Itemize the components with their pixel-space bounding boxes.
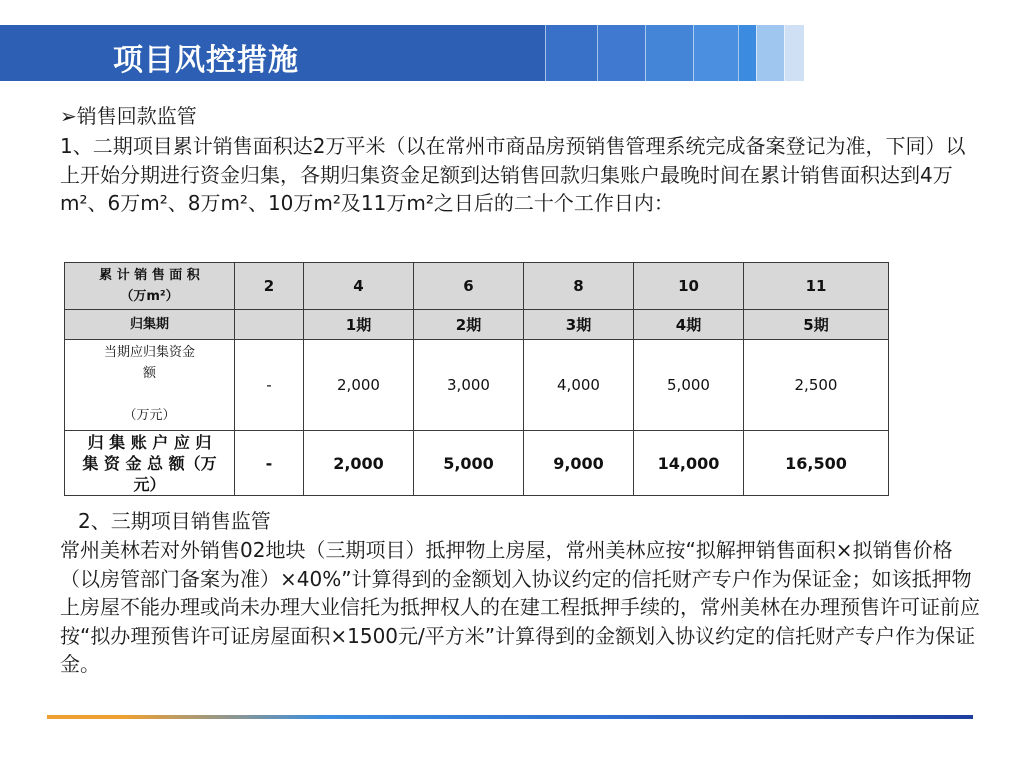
table-cell: 10 bbox=[634, 263, 744, 310]
banner-block bbox=[693, 25, 738, 81]
title-banner bbox=[0, 25, 820, 81]
table-cell: 9,000 bbox=[524, 431, 634, 496]
banner-block bbox=[545, 25, 597, 81]
table-cell: 6 bbox=[414, 263, 524, 310]
table-cell: 5,000 bbox=[634, 340, 744, 431]
footer-divider bbox=[47, 715, 973, 719]
table-row bbox=[65, 340, 889, 431]
table-cell: 14,000 bbox=[634, 431, 744, 496]
table-cell: 11 bbox=[744, 263, 889, 310]
table-cell: 4,000 bbox=[524, 340, 634, 431]
banner-divider bbox=[545, 25, 546, 81]
table-cell: 16,500 bbox=[744, 431, 889, 496]
table-cell: - bbox=[235, 431, 304, 496]
row-label: 累 计 销 售 面 积 （万m²） bbox=[65, 263, 235, 310]
table-row bbox=[65, 431, 889, 496]
banner-divider bbox=[693, 25, 694, 81]
table-cell: 3期 bbox=[524, 310, 634, 340]
table-cell: 4期 bbox=[634, 310, 744, 340]
table-cell: 8 bbox=[524, 263, 634, 310]
table-cell: 2期 bbox=[414, 310, 524, 340]
banner-block bbox=[645, 25, 693, 81]
page-title: 项目风控措施 bbox=[113, 43, 299, 78]
section2-heading: 2、三期项目销售监管 bbox=[78, 509, 271, 533]
table-cell: 4 bbox=[304, 263, 414, 310]
table-cell: 2 bbox=[235, 263, 304, 310]
table-cell: 5,000 bbox=[414, 431, 524, 496]
table-row bbox=[65, 263, 889, 310]
banner-block bbox=[738, 25, 756, 81]
table-cell: 2,000 bbox=[304, 340, 414, 431]
table-cell: 2,500 bbox=[744, 340, 889, 431]
table-row bbox=[65, 310, 889, 340]
section1-paragraph: 1、二期项目累计销售面积达2万平米（以在常州市商品房预销售管理系统完成备案登记为准，下同）以上开始分期进行资金归集，各期归集资金足额到达销售回款归集账户最晚时间在累计销售面积达到4万m²、6万m²、8万m²、10万m²及11万m²之日后的二十个工作日内： bbox=[60, 134, 966, 215]
section1-heading: ➢销售回款监管 bbox=[60, 104, 197, 128]
banner-divider bbox=[597, 25, 598, 81]
table-cell: 1期 bbox=[304, 310, 414, 340]
row-label: 归集期 bbox=[65, 310, 235, 340]
banner-block bbox=[804, 25, 820, 81]
banner-block bbox=[756, 25, 784, 81]
section2-paragraph: 常州美林若对外销售02地块（三期项目）抵押物上房屋，常州美林应按“拟解押销售面积×拟销售价格（以房管部门备案为准）×40%”计算得到的金额划入协议约定的信托财产专户作为保证金；如该抵押物上房屋不能办理或尚未办理大业信托为抵押权人的在建工程抵押手续的，常州美林在办理预售许可证前应按“拟办理预售许可证房屋面积×1500元/平方米”计算得到的金额划入协议约定的信托财产专户作为保证金。 bbox=[60, 538, 980, 676]
banner-divider bbox=[645, 25, 646, 81]
table-cell: 2,000 bbox=[304, 431, 414, 496]
banner-block bbox=[784, 25, 804, 81]
collection-schedule-table bbox=[64, 262, 889, 496]
banner-block bbox=[597, 25, 645, 81]
table-cell: 5期 bbox=[744, 310, 889, 340]
table-cell: - bbox=[235, 340, 304, 431]
table-cell bbox=[235, 310, 304, 340]
banner-divider bbox=[738, 25, 739, 81]
banner-divider bbox=[784, 25, 785, 81]
banner-divider bbox=[756, 25, 757, 81]
table-cell: 3,000 bbox=[414, 340, 524, 431]
row-label: 当期应归集资金 额 （万元） bbox=[65, 340, 235, 431]
row-label: 归 集 账 户 应 归 集 资 金 总 额（万 元） bbox=[65, 431, 235, 496]
